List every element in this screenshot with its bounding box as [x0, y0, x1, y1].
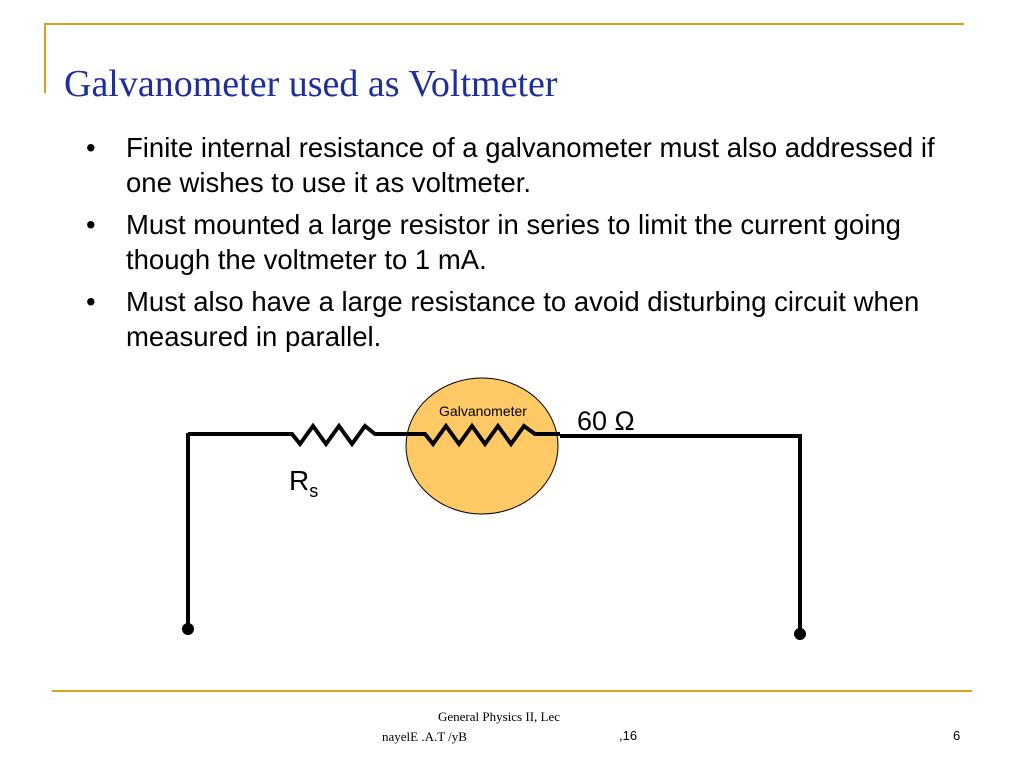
- bullet-text: Must also have a large resistance to avoid disturbing circuit when measured in parallel.: [126, 286, 920, 352]
- footer-course-line2: nayelE .A.T /yB: [382, 729, 467, 744]
- right-terminal: [794, 628, 806, 640]
- bullet-text: Finite internal resistance of a galvanometer must also addressed if one wishes to use it as voltmeter.: [126, 132, 935, 198]
- bullet-dot: •: [86, 132, 96, 163]
- bullet-dot: •: [86, 286, 96, 317]
- footer-date: ,16: [619, 728, 638, 743]
- series-resistor-label: $R_s$: [289, 465, 319, 501]
- internal-resistance-label: 60 Ω: [577, 406, 635, 436]
- bullet-text: Must mounted a large resistor in series to limit the current going though the voltmeter to 1 mA.: [126, 209, 901, 275]
- left-terminal: [182, 623, 194, 635]
- bullet-dot: •: [86, 209, 96, 240]
- footer-divider: [52, 690, 972, 692]
- galvanometer-label: Galvanometer: [439, 403, 527, 419]
- series-resistor-symbol: [270, 426, 402, 444]
- galvanometer-circle: [406, 378, 558, 514]
- page-number: 6: [953, 728, 961, 743]
- slide-title: Galvanometer used as Voltmeter: [64, 63, 558, 105]
- footer-course-line1: General Physics II, Lec: [438, 709, 561, 724]
